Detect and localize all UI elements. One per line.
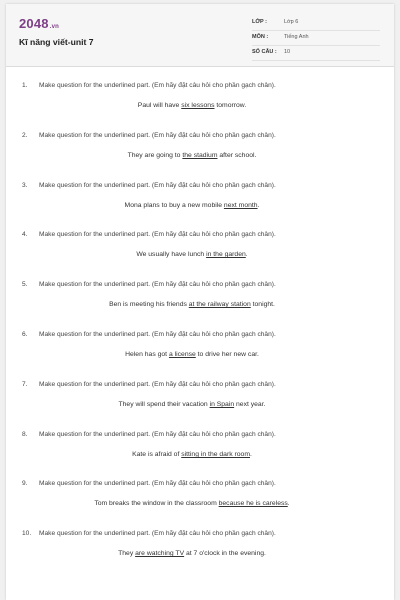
question-sentence bbox=[22, 401, 362, 408]
question-instruction: Make question for the underlined part. (Em hãy đặt câu hỏi cho phần gạch chân). bbox=[39, 182, 276, 189]
sentence-text: Ben is meeting his friends bbox=[109, 301, 189, 308]
meta-value: 10 bbox=[284, 49, 291, 55]
sentence-text: . bbox=[257, 202, 260, 209]
question-sentence bbox=[22, 301, 362, 308]
meta-label: MÔN : bbox=[252, 34, 269, 40]
sentence-text: Kate is afraid of bbox=[132, 451, 182, 458]
question-number: 6. bbox=[22, 331, 28, 338]
question-instruction: Make question for the underlined part. (Em hãy đặt câu hỏi cho phần gạch chân). bbox=[39, 231, 276, 238]
question-number: 2. bbox=[22, 132, 28, 139]
question-number: 7. bbox=[22, 381, 28, 388]
question-sentence bbox=[22, 202, 362, 209]
question-sentence bbox=[22, 500, 362, 507]
sentence-text: They bbox=[118, 550, 136, 557]
meta-label: LỚP : bbox=[252, 19, 267, 25]
question-number: 5. bbox=[22, 281, 28, 288]
sentence-text: Mona plans to buy a new mobile bbox=[124, 202, 224, 209]
question-sentence bbox=[22, 451, 362, 458]
underlined-part: in Spain bbox=[209, 401, 235, 408]
underlined-part: sitting in the dark room bbox=[181, 451, 250, 458]
question-instruction: Make question for the underlined part. (Em hãy đặt câu hỏi cho phần gạch chân). bbox=[39, 82, 276, 89]
site-logo[interactable] bbox=[19, 16, 59, 31]
sentence-text: tonight. bbox=[250, 301, 275, 308]
sentence-text: Tom breaks the window in the classroom bbox=[94, 500, 219, 507]
underlined-part: at the railway station bbox=[188, 301, 251, 308]
underlined-part: the stadium bbox=[182, 152, 218, 159]
sentence-text: next year. bbox=[234, 401, 266, 408]
meta-row-class bbox=[252, 15, 380, 31]
meta-value: Lớp 6 bbox=[284, 19, 299, 25]
sentence-text: Helen has got bbox=[125, 351, 169, 358]
underlined-part: next month bbox=[223, 202, 258, 209]
sentence-text: . bbox=[250, 451, 252, 458]
sentence-text: . bbox=[245, 251, 248, 258]
question-sentence bbox=[22, 351, 362, 358]
sentence-text: We usually have lunch bbox=[136, 251, 207, 258]
underlined-part: in the garden bbox=[206, 251, 246, 258]
logo-text: 2048 bbox=[19, 16, 49, 31]
question-sentence bbox=[22, 152, 362, 159]
question-number: 3. bbox=[22, 182, 28, 189]
question-instruction: Make question for the underlined part. (Em hãy đặt câu hỏi cho phần gạch chân). bbox=[39, 431, 276, 438]
question-sentence bbox=[22, 550, 362, 557]
underlined-part: a license bbox=[168, 351, 196, 358]
question-number: 9. bbox=[22, 480, 28, 487]
meta-row-count bbox=[252, 45, 380, 61]
question-number: 8. bbox=[22, 431, 28, 438]
sentence-text: They will spend their vacation bbox=[118, 401, 210, 408]
question-instruction: Make question for the underlined part. (Em hãy đặt câu hỏi cho phần gạch chân). bbox=[39, 281, 276, 288]
sentence-text: at 7 o'clock in the evening. bbox=[184, 550, 266, 557]
logo-tld: .vn bbox=[49, 24, 60, 30]
underlined-part: are watching TV bbox=[135, 550, 185, 557]
sentence-text: after school. bbox=[217, 152, 257, 159]
question-instruction: Make question for the underlined part. (Em hãy đặt câu hỏi cho phần gạch chân). bbox=[39, 331, 276, 338]
question-instruction: Make question for the underlined part. (Em hãy đặt câu hỏi cho phần gạch chân). bbox=[39, 530, 276, 537]
question-number: 10. bbox=[22, 530, 32, 537]
worksheet-title: Kĩ năng viết-unit 7 bbox=[19, 37, 94, 47]
underlined-part: six lessons bbox=[181, 102, 215, 109]
question-sentence bbox=[22, 251, 362, 258]
question-instruction: Make question for the underlined part. (Em hãy đặt câu hỏi cho phần gạch chân). bbox=[39, 381, 276, 388]
question-instruction: Make question for the underlined part. (Em hãy đặt câu hỏi cho phần gạch chân). bbox=[39, 132, 276, 139]
meta-label: SỐ CÂU : bbox=[252, 49, 277, 55]
sentence-text: Paul will have bbox=[137, 102, 182, 109]
worksheet-page bbox=[6, 4, 394, 600]
meta-value: Tiếng Anh bbox=[284, 34, 309, 40]
question-number: 4. bbox=[22, 231, 28, 238]
sentence-text: tomorrow. bbox=[214, 102, 247, 109]
worksheet-header bbox=[6, 4, 394, 67]
sentence-text: They are going to bbox=[127, 152, 183, 159]
question-number: 1. bbox=[22, 82, 28, 89]
meta-row-subject bbox=[252, 30, 380, 46]
question-instruction: Make question for the underlined part. (Em hãy đặt câu hỏi cho phần gạch chân). bbox=[39, 480, 276, 487]
underlined-part: because he is careless bbox=[218, 500, 288, 507]
question-sentence bbox=[22, 102, 362, 109]
sentence-text: to drive her new car. bbox=[195, 351, 259, 358]
sentence-text: . bbox=[287, 500, 290, 507]
